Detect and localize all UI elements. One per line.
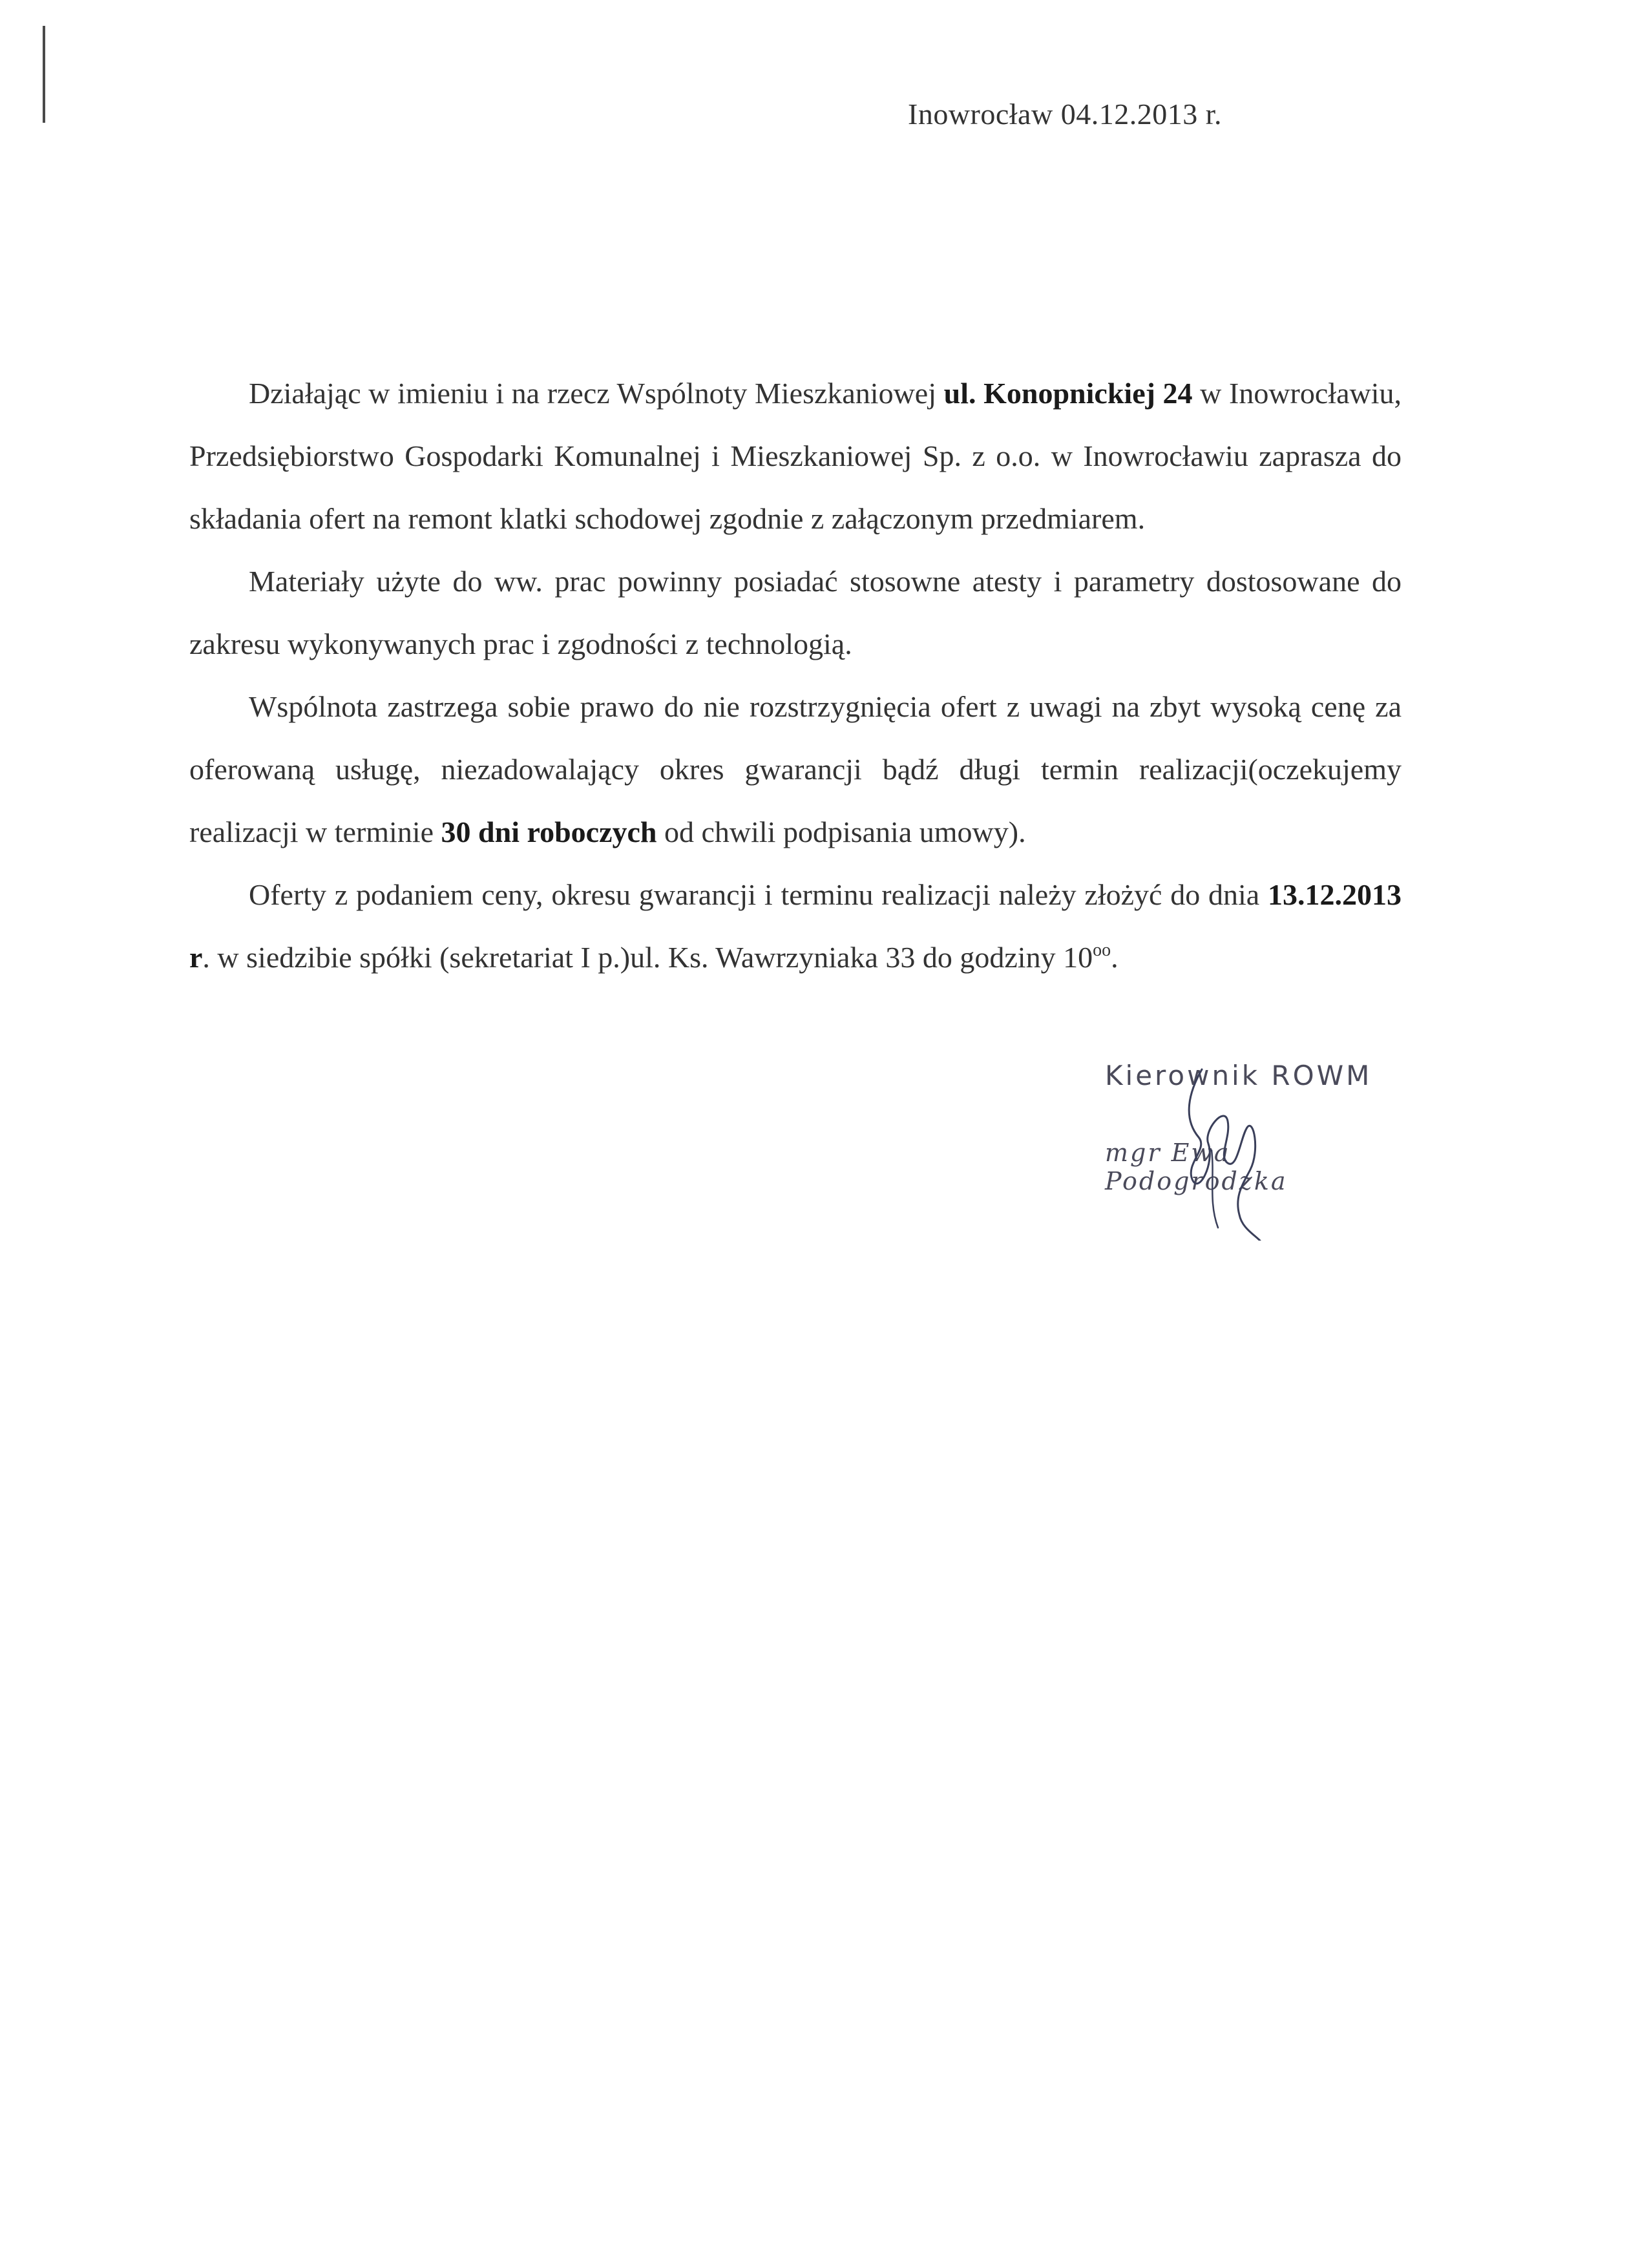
handwritten-signature: [1163, 1066, 1286, 1241]
letter-body: [189, 362, 1402, 989]
offers-text-1: Oferty z podaniem ceny, okresu gwarancji i terminu realizacji należy złożyć do dnia: [249, 878, 1268, 911]
invitation-text-2: w Inowrocławiu, Przedsiębiorstwo Gospodarki Komunalnej i Mieszkaniowej Sp. z o.o. w Inowrocławiu zaprasza do składania ofert na remont klatki schodowej zgodnie z załączonym przedmiarem.: [189, 377, 1402, 535]
paragraph-offers: [189, 863, 1402, 989]
invitation-text-1: Działając w imieniu i na rzecz Wspólnoty Mieszkaniowej: [249, 377, 944, 410]
address-bold: ul. Konopnickiej 24: [943, 377, 1193, 410]
paragraph-reservation: [189, 675, 1402, 863]
offers-text-end: .: [1111, 941, 1119, 974]
paragraph-materials: Materiały użyte do ww. prac powinny posiadać stosowne atesty i parametry dostosowane do zakresu wykonywanych prac i zgodności z technologią.: [189, 565, 1402, 660]
offer-date-bold: 13.12.2013 r: [189, 878, 1402, 974]
offers-text-2: . w siedzibie spółki (sekretariat I p.)ul. Ks. Wawrzyniaka 33 do godziny 10: [202, 941, 1093, 974]
reservation-text-1: Wspólnota zastrzega sobie prawo do nie rozstrzygnięcia ofert z uwagi na zbyt wysoką cenę za oferowaną usługę, niezadowalający okres gwarancji bądź długi termin realizacji(oczekujemy realizacji w terminie: [189, 690, 1402, 848]
stamp-name: mgr Ewa Podogrodzka: [1105, 1139, 1288, 1195]
reservation-text-2: od chwili podpisania umowy).: [656, 815, 1026, 848]
paragraph-invitation: [189, 362, 1402, 550]
stamp-title: Kierownik ROWM: [1105, 1060, 1372, 1091]
hour-superscript: oo: [1093, 940, 1111, 960]
scan-edge-mark: [43, 26, 45, 123]
deadline-days-bold: 30 dni roboczych: [441, 815, 657, 848]
place-date: Inowrocław 04.12.2013 r.: [908, 98, 1222, 131]
